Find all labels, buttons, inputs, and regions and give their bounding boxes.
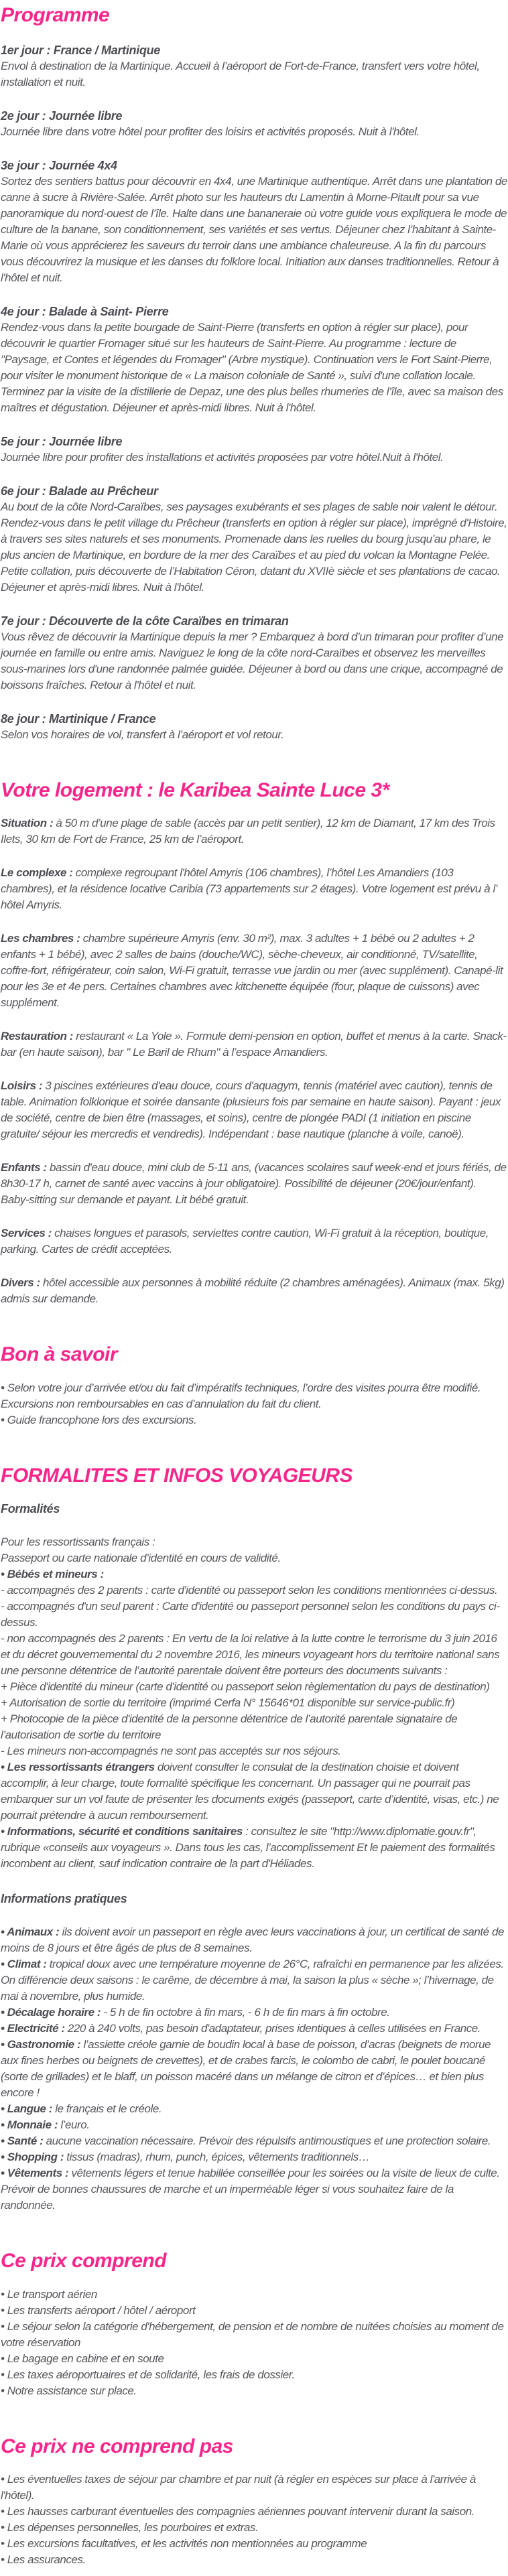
logement-item-label: Enfants : xyxy=(1,1161,47,1174)
formalites-bebes-label: • Bébés et mineurs : xyxy=(1,1568,104,1580)
logement-item-text: 3 piscines extérieures d'eau douce, cours d'aquagym, tennis (matériel avec caution), tennis de table. Animation folklorique et soirée dansante (plusieurs fois par semaine en haute saison). Payant : jeux de société, centre de bien être (massages, et soins), centre de plongée PADI (1 initiation en piscine gratuite/ séjour les mercredis et vendredis). Indépendant : base nautique (planche à voile, canoë). xyxy=(1,1079,501,1140)
formalites-etrangers-text: doivent consulter le consulat de la destination choisie et doivent accomplir, à leur charge, toute formalité spécifique les concernant. Un passager qui ne pourrait pas embarquer sur un vol faute de présenter les documents exigés (passeport, carte d’identité, visas, etc.) ne pourrait prétendre à aucun remboursement. xyxy=(1,1761,499,1822)
prix-comprend-bullet: • Le transport aérien xyxy=(1,2287,97,2301)
logement-item-situation xyxy=(1,815,507,848)
logement-item-text: restaurant « La Yole ». Formule demi-pension en option, buffet et menus à la carte. Snack-bar (en haute saison), bar " Le Baril de Rhum" à l’espace Amandiers. xyxy=(1,1030,507,1059)
info-text: 220 à 240 volts, pas besoin d'adaptateur, prises identiques à celles utilisées en France. xyxy=(64,2022,481,2035)
formalites-etrangers xyxy=(1,1759,507,1824)
logement-item-label: Services : xyxy=(1,1227,52,1239)
info-text: l’euro. xyxy=(58,2118,90,2131)
formalites-line: - accompagnés des 2 parents : carte d'identité ou passeport selon les conditions mentionnées ci-dessus. xyxy=(1,1584,498,1597)
logement-item-text: hôtel accessible aux personnes à mobilité réduite (2 chambres aménagées). Animaux (max. 5kg) admis sur demande. xyxy=(1,1276,505,1305)
info-electricite xyxy=(1,2021,507,2037)
formalites-line: + Autorisation de sortie du territoire (imprimé Cerfa N° 15646*01 disponible sur service-public.fr) xyxy=(1,1696,455,1709)
info-label: • Electricité : xyxy=(1,2022,65,2035)
section-title-logement: Votre logement : le Karibea Sainte Luce 3* xyxy=(1,778,389,801)
day-heading-4: 4e jour : Balade à Saint- Pierre xyxy=(1,304,169,318)
logement-item-label: Les chambres : xyxy=(1,932,80,945)
day-heading-6: 6e jour : Balade au Prêcheur xyxy=(1,484,158,498)
logement-item-label: Divers : xyxy=(1,1276,40,1289)
formalites-sanitaires xyxy=(1,1824,507,1872)
info-text: ils doivent avoir un passeport en règle avec leurs vaccinations à jour, un certificat de santé de moins de 8 jours et être âgés de plus de 8 semaines. xyxy=(1,1925,504,1954)
day-heading-8: 8e jour : Martinique / France xyxy=(1,711,156,726)
info-decalage-horaire xyxy=(1,2005,507,2021)
formalites-line: + Pièce d'identité du mineur (carte d'identité ou passeport selon règlementation du pays de destination) xyxy=(1,1680,490,1693)
logement-item-text: complexe regroupant l'hôtel Amyris (106 chambres), l’hôtel Les Amandiers (103 chambres), et la résidence locative Caribia (73 appartements sur 2 étages). Votre logement est prévu à l’ hôtel Amyris. xyxy=(1,866,497,911)
day-description-8: Selon vos horaires de vol, transfert à l’aéroport et vol retour. xyxy=(1,728,284,741)
prix-comprend-section xyxy=(1,2287,507,2399)
formalites-subtitle: Formalités xyxy=(1,1502,60,1515)
info-text: - 5 h de fin octobre à fin mars, - 6 h de fin mars à fin octobre. xyxy=(101,2006,390,2019)
day-heading-3: 3e jour : Journée 4x4 xyxy=(1,158,117,172)
info-vetements xyxy=(1,2165,507,2214)
prix-comprend-bullet: • Les transferts aéroport / hôtel / aéroport xyxy=(1,2303,196,2317)
info-animaux xyxy=(1,1924,507,1956)
logement-item-text: chaises longues et parasols, serviettes contre caution, Wi-Fi gratuit à la réception, boutique, parking. Cartes de crédit acceptées. xyxy=(1,1227,489,1256)
day-heading-7: 7e jour : Découverte de la côte Caraïbes en trimaran xyxy=(1,614,289,628)
day-description-7: Vous rêvez de découvrir la Martinique depuis la mer ? Embarquez à bord d’un trimaran pour profiter d’une journée en famille ou entre amis. Naviguez le long de la côte nord-Caraïbes et observez les merveilles sous-marines lors d'une randonnée palmée guidée. Déjeuner à bord ou dans une crique, accompagné de boissons fraîches. Retour à l'hôtel et nuit. xyxy=(1,630,504,691)
bon-a-savoir-bullet-2: • Guide francophone lors des excursions. xyxy=(1,1413,197,1426)
info-text: tissus (madras), rhum, punch, épices, vêtements traditionnels… xyxy=(64,2151,370,2163)
info-text: aucune vaccination nécessaire. Prévoir des répulsifs antimoustiques et une protection solaire. xyxy=(43,2134,491,2147)
day-heading-1: 1er jour : France / Martinique xyxy=(1,43,161,57)
info-label: • Animaux : xyxy=(1,1925,60,1938)
day-description-4: Rendez-vous dans la petite bourgade de Saint-Pierre (transferts en option à régler sur place), pour découvrir le quartier Fromager situé sur les hauteurs de Saint-Pierre. Au programme : lecture de "Paysage, et Contes et légendes du Fromager" (Arbre mystique). Continuation vers le Fort Saint-Pierre, pour visiter le monument historique de « La maison coloniale de Santé », suivi d'une collation locale. Terminez par la visite de la distillerie de Depaz, une des plus belles rhumeries de l’île, avec sa maison des maîtres et dégustation. Déjeuner et après-midi libres. Nuit à l'hôtel. xyxy=(1,320,503,414)
formalites-line: - Les mineurs non-accompagnés ne sont pas acceptés sur nos séjours. xyxy=(1,1745,341,1757)
info-text: tropical doux avec une température moyenne de 26°C, rafraîchi en permanence par les alizées. On différencie deux saisons : le carême, de décembre à mai, la saison la plus « sèche »; l’hivernage, de mai à novembre, plus humide. xyxy=(1,1958,504,2003)
section-title-prix-ne-comprend-pas: Ce prix ne comprend pas xyxy=(1,2435,233,2457)
info-sante xyxy=(1,2133,507,2149)
info-langue xyxy=(1,2101,507,2117)
section-title-prix-comprend: Ce prix comprend xyxy=(1,2250,167,2272)
logement-item-text: chambre supérieure Amyris (env. 30 m²), max. 3 adultes + 1 bébé ou 2 adultes + 2 enfants + 1 bébé), avec 2 salles de bains (douche/WC), sèche-cheveux, air conditionné, TV/satellite, coffre-fort, réfrigérateur, coin salon, Wi-Fi gratuit, terrasse vue jardin ou mer (avec supplément). Canapé-lit pour les 3e et 4e pers. Certaines chambres avec kitchenette équipée (four, plaque de cuissons) avec supplément. xyxy=(1,932,503,1009)
formalites-line: - accompagnés d'un seul parent : Carte d'identité ou passeport personnel selon les conditions du pays ci-dessus. xyxy=(1,1600,500,1629)
day-description-6: Au bout de la côte Nord-Caraïbes, ses paysages exubérants et ses plages de sable noir valent le détour. Rendez-vous dans le petit village du Prêcheur (transferts en option à régler sur place), imprégné d'Histoire, à travers ses sites naturels et ses monuments. Promenade dans les ruelles du bourg jusqu’au phare, le plus ancien de Martinique, en bordure de la mer des Caraïbes et au pied du volcan la Montagne Pelée. Petite collation, puis découverte de l’Habitation Céron, datant du XVIIè siècle et ses plantations de cacao. Déjeuner et après-midi libres. Nuit à l'hôtel. xyxy=(1,500,507,594)
logement-item-label: Loisirs : xyxy=(1,1079,43,1092)
section-title-bon-a-savoir: Bon à savoir xyxy=(1,1343,118,1365)
formalites-sanitaires-label: • Informations, sécurité et conditions sanitaires xyxy=(1,1825,243,1838)
bon-a-savoir-bullet-1: • Selon votre jour d’arrivée et/ou du fait d’impératifs techniques, l’ordre des visites pourra être modifié. Excursions non remboursables en cas d’annulation du fait du client. xyxy=(1,1381,481,1410)
prix-comprend-bullet: • Le bagage en cabine et en soute xyxy=(1,2352,164,2365)
prix-ne-comprend-pas-bullet: • Les hausses carburant éventuelles des compagnies aériennes pouvant intervenir durant la saison. xyxy=(1,2505,474,2518)
prix-comprend-bullet: • Les taxes aéroportuaires et de solidarité, les frais de dossier. xyxy=(1,2368,295,2381)
section-title-programme: Programme xyxy=(1,4,110,26)
logement-item-label: Situation : xyxy=(1,817,54,829)
logement-item-enfants xyxy=(1,1160,507,1208)
info-monnaie xyxy=(1,2117,507,2133)
infos-pratiques-subtitle: Informations pratiques xyxy=(1,1892,127,1905)
logement-item-label: Le complexe : xyxy=(1,866,73,879)
info-climat xyxy=(1,1956,507,2005)
section-title-formalites: FORMALITES ET INFOS VOYAGEURS xyxy=(1,1464,353,1487)
bon-a-savoir-section xyxy=(1,1380,507,1428)
formalites-bebes-et-mineurs xyxy=(1,1566,507,1582)
formalites-line: Pour les ressortissants français : xyxy=(1,1536,155,1548)
prix-comprend-bullet: • Notre assistance sur place. xyxy=(1,2384,137,2397)
info-label: • Climat : xyxy=(1,1958,47,1970)
info-text: vêtements légers et tenue habillée conseillée pour les soirées ou la visite de lieux de culte. Prévoir de bonnes chaussures de marche et un imperméable léger si vous souhaitez faire de la randonnée. xyxy=(1,2167,500,2212)
day-description-5: Journée libre pour profiter des installations et activités proposées par votre hôtel.Nuit à l'hôtel. xyxy=(1,450,444,464)
info-label: • Langue : xyxy=(1,2102,53,2115)
day-heading-5: 5e jour : Journée libre xyxy=(1,434,123,448)
prix-comprend-bullet: • Le séjour selon la catégorie d'hébergement, de pension et de nombre de nuitées choisies au moment de votre réservation xyxy=(1,2319,504,2349)
info-label: • Gastronomie : xyxy=(1,2038,81,2051)
programme-section xyxy=(1,42,507,743)
info-label: • Santé : xyxy=(1,2134,44,2147)
info-label: • Vêtements : xyxy=(1,2167,69,2179)
day-description-3: Sortez des sentiers battus pour découvrir en 4x4, une Martinique authentique. Arrêt dans une plantation de canne à sucre à Rivière-Salée. Arrêt photo sur les hauteurs du Lamentin à Morne-Pitault pour sa vue panoramique du nord-ouest de l’île. Halte dans une bananeraie où votre guide vous expliquera le mode de culture de la banane, son conditionnement, ses variétés et ses vertus. Déjeuner chez l’habitant à Sainte-Marie où vous apprécierez les saveurs du terroir dans une ambiance chaleureuse. A la fin du parcours vous découvrirez la musique et les danses du folklore local. Initiation aux danses traditionnelles. Retour à l'hôtel et nuit. xyxy=(1,174,507,284)
logement-item-divers xyxy=(1,1275,507,1307)
formalites-line: - non accompagnés des 2 parents : En vertu de la loi relative à la lutte contre le terrorisme du 3 juin 2016 et du décret gouvernemental du 2 novembre 2016, les mineurs voyageant hors du territoire national sans une personne détentrice de l’autorité parentale doivent être porteurs des documents suivants : xyxy=(1,1632,500,1677)
info-text: l’assiette créole garnie de boudin local à base de poisson, d’acras (beignets de morue aux fines herbes ou beignets de crevettes), et de crabes farcis, le colombo de cabri, le poulet boucané (sorte de grillades) et le blaff, un poisson macéré dans un mélange de citron et d’épices… et bien plus encore ! xyxy=(1,2038,491,2099)
info-gastronomie xyxy=(1,2037,507,2101)
formalites-line: + Photocopie de la pièce d'identité de la personne détentrice de l’autorité parentale signataire de l’autorisation de sortie du territoire xyxy=(1,1712,458,1741)
logement-item-label: Restauration : xyxy=(1,1030,73,1042)
logement-item-text: bassin d'eau douce, mini club de 5-11 ans, (vacances scolaires sauf week-end et jours fériés, de 8h30-17 h, carnet de santé avec vaccins à jour obligatoire). Possibilité de déjeuner (20€/jour/enfant). Baby-sitting sur demande et payant. Lit bébé gratuit. xyxy=(1,1161,507,1206)
prix-ne-comprend-pas-bullet: • Les éventuelles taxes de séjour par chambre et par nuit (à régler en espèces sur place à l'arrivée à l'hôtel). xyxy=(1,2473,476,2502)
info-shopping xyxy=(1,2149,507,2165)
logement-section xyxy=(1,815,507,1307)
logement-item-loisirs xyxy=(1,1078,507,1142)
prix-ne-comprend-pas-section xyxy=(1,2471,507,2568)
prix-ne-comprend-pas-bullet: • Les assurances. xyxy=(1,2553,86,2566)
day-heading-2: 2e jour : Journée libre xyxy=(1,109,123,123)
logement-item-chambres xyxy=(1,931,507,1011)
info-label: • Shopping : xyxy=(1,2151,64,2163)
info-label: • Décalage horaire : xyxy=(1,2006,101,2019)
info-label: • Monnaie : xyxy=(1,2118,58,2131)
formalites-line: Passeport ou carte nationale d’identité en cours de validité. xyxy=(1,1552,281,1564)
logement-item-text: à 50 m d’une plage de sable (accès par un petit sentier), 12 km de Diamant, 17 km des Trois Ilets, 30 km de Fort de France, 25 km de l’aéroport. xyxy=(1,817,495,845)
logement-item-services xyxy=(1,1225,507,1258)
prix-ne-comprend-pas-bullet: • Les excursions facultatives, et les activités non mentionnées au programme xyxy=(1,2537,367,2550)
logement-item-complexe xyxy=(1,865,507,913)
formalites-etrangers-label: • Les ressortissants étrangers xyxy=(1,1761,155,1773)
info-text: le français et le créole. xyxy=(52,2102,162,2115)
day-description-2: Journée libre dans votre hôtel pour profiter des loisirs et activités proposés. Nuit à l'hôtel. xyxy=(1,125,420,138)
formalites-section xyxy=(1,1501,507,2214)
day-description-1: Envol à destination de la Martinique. Accueil à l’aéroport de Fort-de-France, transfert vers votre hôtel, installation et nuit. xyxy=(1,59,480,88)
logement-item-restauration xyxy=(1,1028,507,1061)
formalites-sanitaires-text: : consultez le site "http://www.diplomatie.gouv.fr", rubrique «conseils aux voyageurs ». Dans tous les cas, l’accomplissement Et le paiement des formalités incombent au client, sauf indication contraire de la part d'Héliades. xyxy=(1,1825,495,1870)
prix-ne-comprend-pas-bullet: • Les dépenses personnelles, les pourboires et extras. xyxy=(1,2521,259,2534)
